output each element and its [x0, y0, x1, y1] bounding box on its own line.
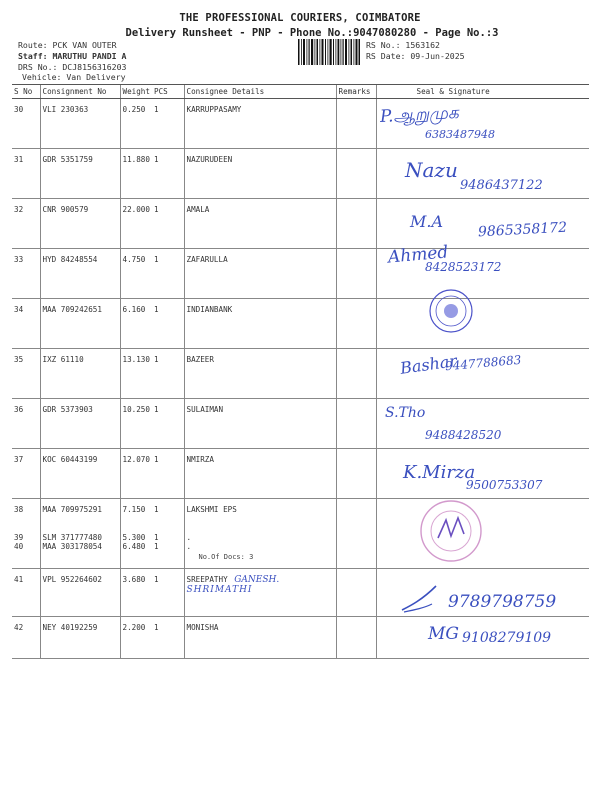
cell-consignee: ZAFARULLA [184, 249, 336, 299]
signature-41-scrawl [400, 582, 440, 617]
rs-number: RS No.: 1563162 [366, 40, 440, 50]
rs-date: RS Date: 09-Jun-2025 [366, 51, 465, 61]
col-remarks: Remarks [336, 85, 376, 99]
cell-consignment: MAA 709975291 SLM 371777480 MAA 303178054 [40, 499, 120, 569]
table-header [12, 85, 589, 99]
docs-count: No.Of Docs: 3 [198, 553, 254, 561]
cell-pcs: 1 [152, 249, 184, 299]
route-text: Route: PCK VAN OUTER [18, 40, 117, 50]
cell-sno: 41 [12, 569, 40, 617]
cell-sno: 36 [12, 399, 40, 449]
table-row [12, 99, 589, 149]
phone-35: 9447788683 [444, 352, 522, 374]
cell-pcs: 1 [152, 449, 184, 499]
cell-consignment: GDR 5351759 [40, 149, 120, 199]
cell-remarks [336, 249, 376, 299]
cell-consignment: GDR 5373903 [40, 399, 120, 449]
signature-42: MG [428, 624, 459, 644]
handwritten-name-1: GANESH. [234, 575, 280, 585]
cell-remarks [336, 149, 376, 199]
cell-weight: 2.200 [120, 617, 152, 659]
cell-consignment: CNR 900579 [40, 199, 120, 249]
cell-sno: 34 [12, 299, 40, 349]
cell-sno: 32 [12, 199, 40, 249]
cell-remarks [336, 99, 376, 149]
phone-36: 9488428520 [425, 428, 502, 442]
cell-consignee: NMIRZA [184, 449, 336, 499]
cell-pcs: 1 1 1 [152, 499, 184, 569]
cell-pcs: 1 [152, 349, 184, 399]
phone-41: 9789798759 [448, 592, 557, 612]
cell-weight: 6.160 [120, 299, 152, 349]
cell-sno: 35 [12, 349, 40, 399]
cell-consignee: BAZEER [184, 349, 336, 399]
handwritten-name-2: SHRIMATHI [186, 585, 253, 595]
cell-consignee: AMALA [184, 199, 336, 249]
cell-consignee: SULAIMAN [184, 399, 336, 449]
signature-36: S.Tho [385, 405, 426, 421]
drs-text: DRS No.: DCJ8156316203 [18, 62, 127, 72]
signature-32: M.A [410, 212, 444, 231]
col-consignment: Consignment No [40, 85, 120, 99]
cell-remarks [336, 199, 376, 249]
cell-consignee: SREEPATHY GANESH. SHRIMATHI [184, 569, 336, 617]
col-pcs: PCS [152, 85, 184, 99]
cell-weight: 4.750 [120, 249, 152, 299]
cell-remarks [336, 399, 376, 449]
company-seal-stamp [418, 498, 484, 564]
cell-consignee: NAZURUDEEN [184, 149, 336, 199]
company-title: THE PROFESSIONAL COURIERS, COIMBATORE [179, 12, 421, 24]
phone-31: 9486437122 [460, 178, 543, 193]
cell-consignment: KOC 60443199 [40, 449, 120, 499]
cell-consignment: VLI 230363 [40, 99, 120, 149]
cell-weight: 7.150 5.300 6.480 [120, 499, 152, 569]
signature-31: Nazu [405, 158, 458, 182]
col-sno: S No [12, 85, 40, 99]
cell-remarks [336, 499, 376, 569]
staff-text: Staff: MARUTHU PANDI A [18, 51, 127, 61]
phone-30: 6383487948 [425, 128, 495, 141]
cell-pcs: 1 [152, 149, 184, 199]
cell-sno: 42 [12, 617, 40, 659]
cell-pcs: 1 [152, 569, 184, 617]
cell-seal [376, 299, 589, 349]
col-seal: Seal & Signature [376, 85, 589, 99]
cell-sno: 38 39 40 [12, 499, 40, 569]
cell-consignment: IXZ 61110 [40, 349, 120, 399]
phone-42: 9108279109 [462, 630, 552, 646]
phone-32: 9865358172 [477, 219, 568, 241]
cell-pcs: 1 [152, 199, 184, 249]
barcode [298, 39, 360, 65]
cell-weight: 10.250 [120, 399, 152, 449]
cell-remarks [336, 449, 376, 499]
cell-pcs: 1 [152, 299, 184, 349]
signature-35: Bashar [398, 351, 459, 378]
cell-weight: 11.880 [120, 149, 152, 199]
cell-weight: 0.250 [120, 99, 152, 149]
cell-weight: 13.130 [120, 349, 152, 399]
table-row [12, 399, 589, 449]
cell-consignment: VPL 952264602 [40, 569, 120, 617]
table-row [12, 249, 589, 299]
cell-sno: 31 [12, 149, 40, 199]
signature-33: Ahmed [387, 242, 450, 268]
cell-consignee: LAKSHMI EPS . . No.Of Docs: 3 [184, 499, 336, 569]
runsheet-subtitle: Delivery Runsheet - PNP - Phone No.:9047080280 - Page No.:3 [125, 27, 499, 39]
cell-weight: 12.070 [120, 449, 152, 499]
cell-weight: 3.680 [120, 569, 152, 617]
cell-pcs: 1 [152, 617, 184, 659]
table-row-group [12, 499, 589, 569]
cell-remarks [336, 569, 376, 617]
cell-consignment: MAA 709242651 [40, 299, 120, 349]
cell-sno: 37 [12, 449, 40, 499]
col-weight: Weight [120, 85, 152, 99]
runsheet-table [12, 84, 589, 659]
bank-seal-stamp [428, 288, 474, 334]
signature-30: P.ஆறுமுக [379, 102, 460, 128]
col-consignee: Consignee Details [184, 85, 336, 99]
cell-weight: 22.000 [120, 199, 152, 249]
cell-remarks [336, 299, 376, 349]
cell-pcs: 1 [152, 99, 184, 149]
table-row [12, 299, 589, 349]
cell-remarks [336, 349, 376, 399]
signature-37: K.Mirza [403, 462, 476, 483]
cell-consignment: NEY 40192259 [40, 617, 120, 659]
cell-sno: 33 [12, 249, 40, 299]
cell-consignee: MONISHA [184, 617, 336, 659]
cell-consignee: INDIANBANK [184, 299, 336, 349]
cell-sno: 30 [12, 99, 40, 149]
cell-consignee: KARRUPPASAMY [184, 99, 336, 149]
cell-pcs: 1 [152, 399, 184, 449]
vehicle-text: Vehicle: Van Delivery [22, 72, 126, 82]
phone-37: 9500753307 [466, 478, 543, 492]
phone-33: 8428523172 [425, 260, 502, 274]
cell-remarks [336, 617, 376, 659]
cell-consignment: HYD 84248554 [40, 249, 120, 299]
